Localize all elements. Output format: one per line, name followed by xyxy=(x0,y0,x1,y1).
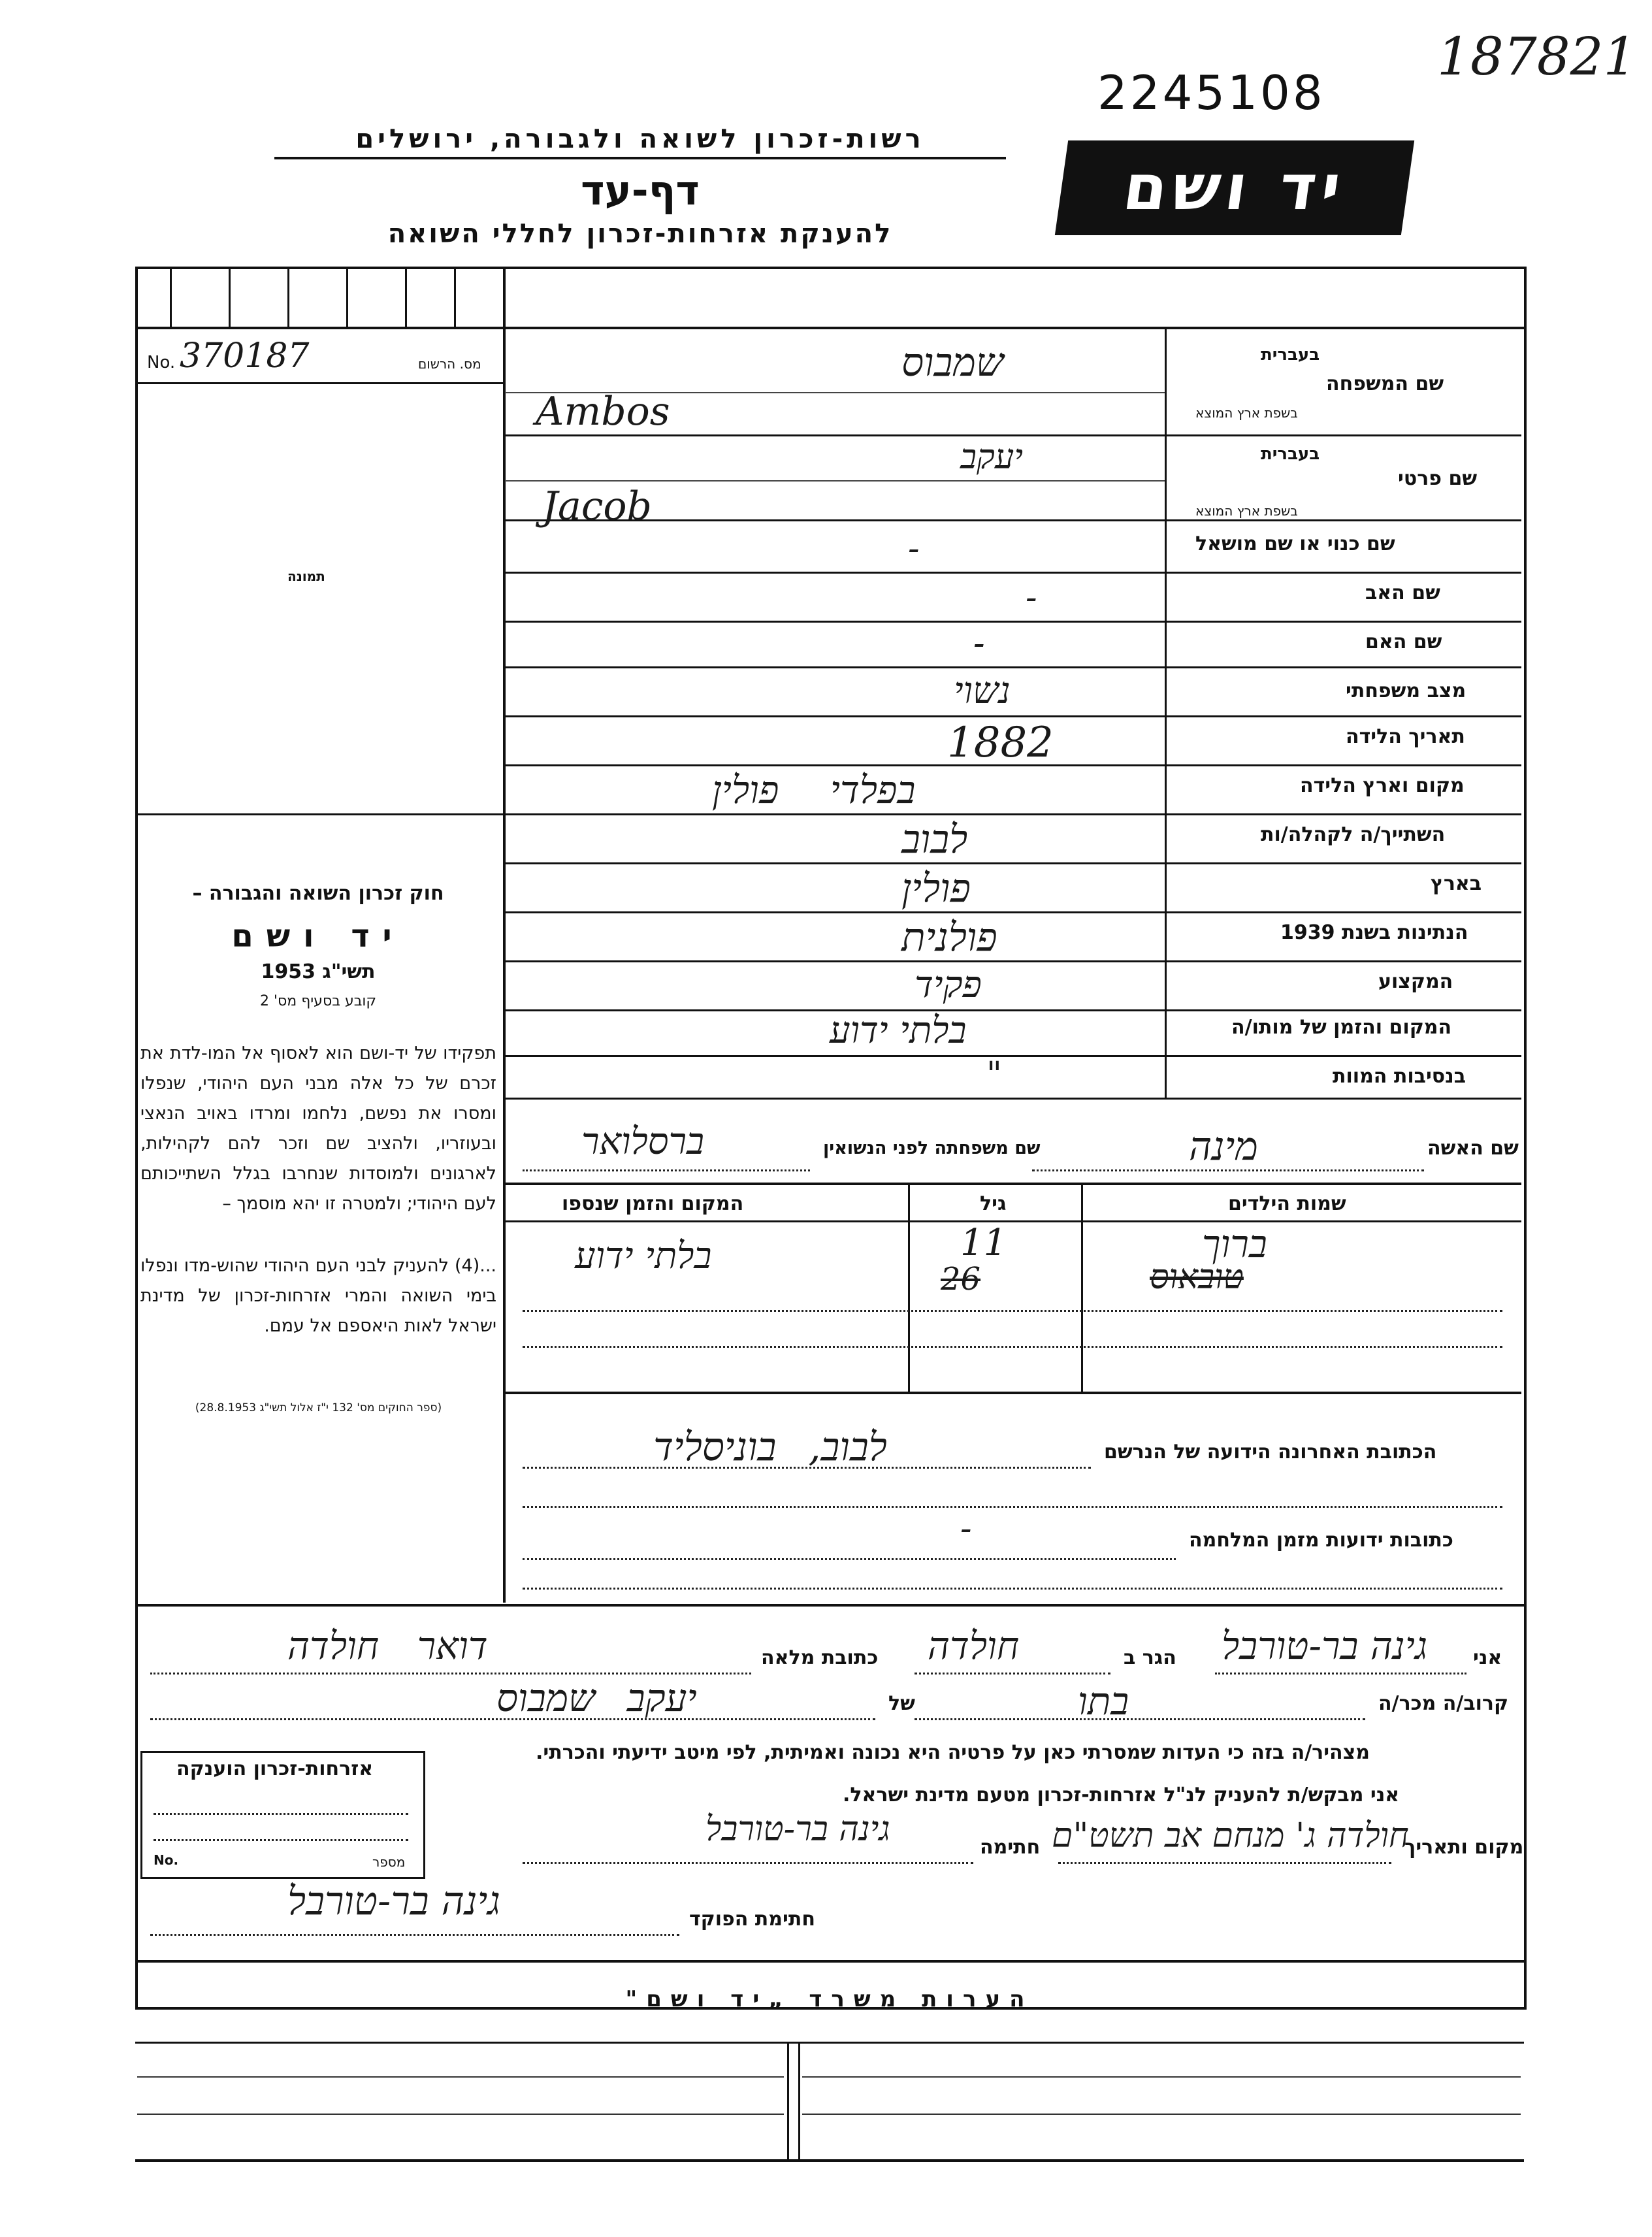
maiden-name-label: שם משפחתה לפני הנשואין xyxy=(823,1138,1041,1158)
wife-name-label: שם האשה xyxy=(1427,1137,1519,1160)
country-value: פולין xyxy=(901,866,971,911)
family-name-latin: Ambos xyxy=(536,389,670,434)
law-text-2: ...(4) להעניק לבני העם היהודי שהוש-מדו ונפלו בימי השואה והמרי אזרחות-זכרון של מדינת ישראל לאות היאספם אל עמם. xyxy=(140,1256,496,1336)
war-address-value: - xyxy=(960,1509,972,1548)
child-1-place: בלתי ידוע xyxy=(575,1235,712,1277)
child-1-age: 11 xyxy=(960,1222,1007,1264)
photo-label: תמונה xyxy=(287,568,325,584)
law-name: יד ושם xyxy=(231,918,405,955)
authority-name: רשות-זכרון לשואה ולגבורה, ירושלים xyxy=(274,124,1006,159)
citizenship-request: אני מבקש/ת להעניק לנ"ל אזרחות-זכרון מטעם מדינת ישראל. xyxy=(843,1784,1400,1806)
marital-status-value: נשוי xyxy=(954,670,1011,712)
law-year: תשי"ג 1953 xyxy=(261,960,376,983)
nationality-label: הנתינות בשנת 1939 xyxy=(1280,921,1468,944)
children-names-header: שמות הילדים xyxy=(1228,1192,1346,1215)
place-date-label: מקום ותאריך xyxy=(1404,1836,1524,1859)
logo-text: יד ושם xyxy=(1118,151,1351,224)
law-citation: (ספר החוקים מס' 132 י"ז אלול תשי"ג 28.8.1953) xyxy=(195,1401,442,1414)
yad-vashem-logo xyxy=(1055,140,1414,235)
first-name-latin: Jacob xyxy=(542,483,652,529)
relative-of-label: של xyxy=(888,1692,915,1715)
relation-value: בתו xyxy=(1078,1679,1129,1723)
birth-place-label: מקום וארץ הלידה xyxy=(1300,774,1465,797)
war-address-label: כתובות ידועות מזמן המלחמה xyxy=(1189,1529,1453,1552)
officer-signature-label: חתימת הפוקד xyxy=(689,1908,815,1931)
child-2-name: טובאוס xyxy=(1150,1258,1244,1297)
officer-signature: גינה בר-טורבל xyxy=(287,1878,500,1924)
community-value: לבוב xyxy=(901,817,968,862)
place-date-value: חולדה ג' מנחם אב תשט"ם xyxy=(1052,1816,1409,1855)
children-place-header: המקום והזמן שנספו xyxy=(562,1192,744,1215)
child-2-age: 26 xyxy=(941,1261,981,1298)
declarant-value: גינה בר-טורבל xyxy=(1222,1624,1428,1668)
page-title: דף-עד xyxy=(581,167,700,214)
law-title: חוק זכרון השואה והגבורה – xyxy=(192,882,444,905)
registration-number: 370187 xyxy=(180,336,310,376)
father-label: שם האב xyxy=(1365,581,1440,604)
country-label: בארץ xyxy=(1431,872,1482,895)
full-address-value: דואר חולדה xyxy=(287,1624,488,1668)
marital-status-label: מצב משפחתי xyxy=(1346,679,1466,702)
relative-of-value: יעקב שמבוס xyxy=(496,1676,697,1720)
family-name-hebrew-label: בעברית xyxy=(1261,345,1320,365)
nationality-value: פולנית xyxy=(901,915,997,960)
birth-date-label: תאריך הלידה xyxy=(1346,725,1465,748)
family-name-label: שם המשפחה xyxy=(1326,372,1444,395)
registration-no-prefix: No. xyxy=(147,353,176,372)
child-1-name: ברוך xyxy=(1202,1222,1267,1266)
circumstances-value: " xyxy=(986,1055,1002,1094)
death-place-value: בלתי ידוע xyxy=(830,1009,967,1052)
relation-label: קרוב/ה מכר/ה xyxy=(1378,1692,1509,1715)
certificate-title: אזרחות-זכרון הוענקה xyxy=(176,1757,374,1780)
wife-name-value: מינה xyxy=(1189,1124,1258,1169)
maiden-name-value: ברסלואר xyxy=(581,1120,704,1163)
family-name-latin-label: בשפת ארץ המוצא xyxy=(1195,405,1298,421)
first-name-label: שם פרטי xyxy=(1398,467,1478,490)
first-name-hebrew-label: בעברית xyxy=(1261,444,1320,464)
father-value: - xyxy=(1026,578,1037,617)
document-number: 2245108 xyxy=(1097,65,1325,120)
profession-label: המקצוע xyxy=(1378,970,1453,993)
resident-value: חולדה xyxy=(928,1624,1020,1668)
birth-place-value: בפלדי פולין xyxy=(712,768,916,812)
community-label: השתייך/ה לקהלה/ות xyxy=(1261,823,1446,846)
page-subtitle: להענקת אזרחות-זכרון לחללי השואה xyxy=(387,219,893,249)
declarant-label: אני xyxy=(1473,1646,1502,1669)
resident-label: הגר ב xyxy=(1124,1646,1176,1669)
death-place-label: המקום והזמן של מותו/ה xyxy=(1231,1016,1452,1039)
remarks-title: הערות משרד „יד ושם" xyxy=(625,1986,1034,2012)
declarant-signature: גינה בר-טורבל xyxy=(705,1810,890,1849)
law-clause: קובע בסעיף מס' 2 xyxy=(259,993,377,1009)
registration-label: מס. הרשום xyxy=(418,356,481,372)
mother-label: שם האם xyxy=(1365,630,1442,653)
nickname-label: שם כנוי או שם מושאל xyxy=(1195,532,1395,555)
certificate-number-label: מספר xyxy=(372,1854,406,1870)
last-address-label: הכתובת האחרונה הידועה של הנרשם xyxy=(1104,1441,1437,1463)
certificate-no-prefix: No. xyxy=(154,1852,179,1868)
family-name-hebrew: שמבוס xyxy=(901,340,1004,385)
circumstances-label: בנסיבות המוות xyxy=(1333,1065,1466,1088)
profession-value: פקיד xyxy=(915,964,982,1006)
nickname-value: - xyxy=(908,529,920,568)
corner-number: 187821 xyxy=(1437,26,1637,87)
signature-label: חתימה xyxy=(980,1836,1041,1859)
declaration-statement: מצהיר/ה בזה כי העדות שמסרתי כאן על פרטיה היא נכונה ואמיתית, לפי מיטב ידיעתי והכרתי. xyxy=(536,1741,1370,1764)
mother-value: - xyxy=(973,624,985,663)
last-address-value: לבוב, בוניסליד xyxy=(653,1424,887,1470)
full-address-label: כתובת מלאה xyxy=(761,1646,879,1669)
law-text-1: תפקידו של יד-ושם הוא לאסוף אל המו-לדת את זכרם של כל אלה מבני העם היהודי, שנפלו ומסרו את נפשם, נלחמו ומרדו באויב הנאצי ובעוזריו, ולהציב שם וזכר להם לקהילות, לארגונים ולמוסדות שנחרבו בגלל השתייכותם לעם היהודי; ולמטרה זו יהא מוסמך – xyxy=(140,1043,496,1214)
first-name-hebrew: יעקב xyxy=(960,438,1023,477)
birth-date-value: 1882 xyxy=(947,719,1054,767)
children-age-header: גיל xyxy=(980,1192,1007,1215)
first-name-latin-label: בשפת ארץ המוצא xyxy=(1195,503,1298,519)
